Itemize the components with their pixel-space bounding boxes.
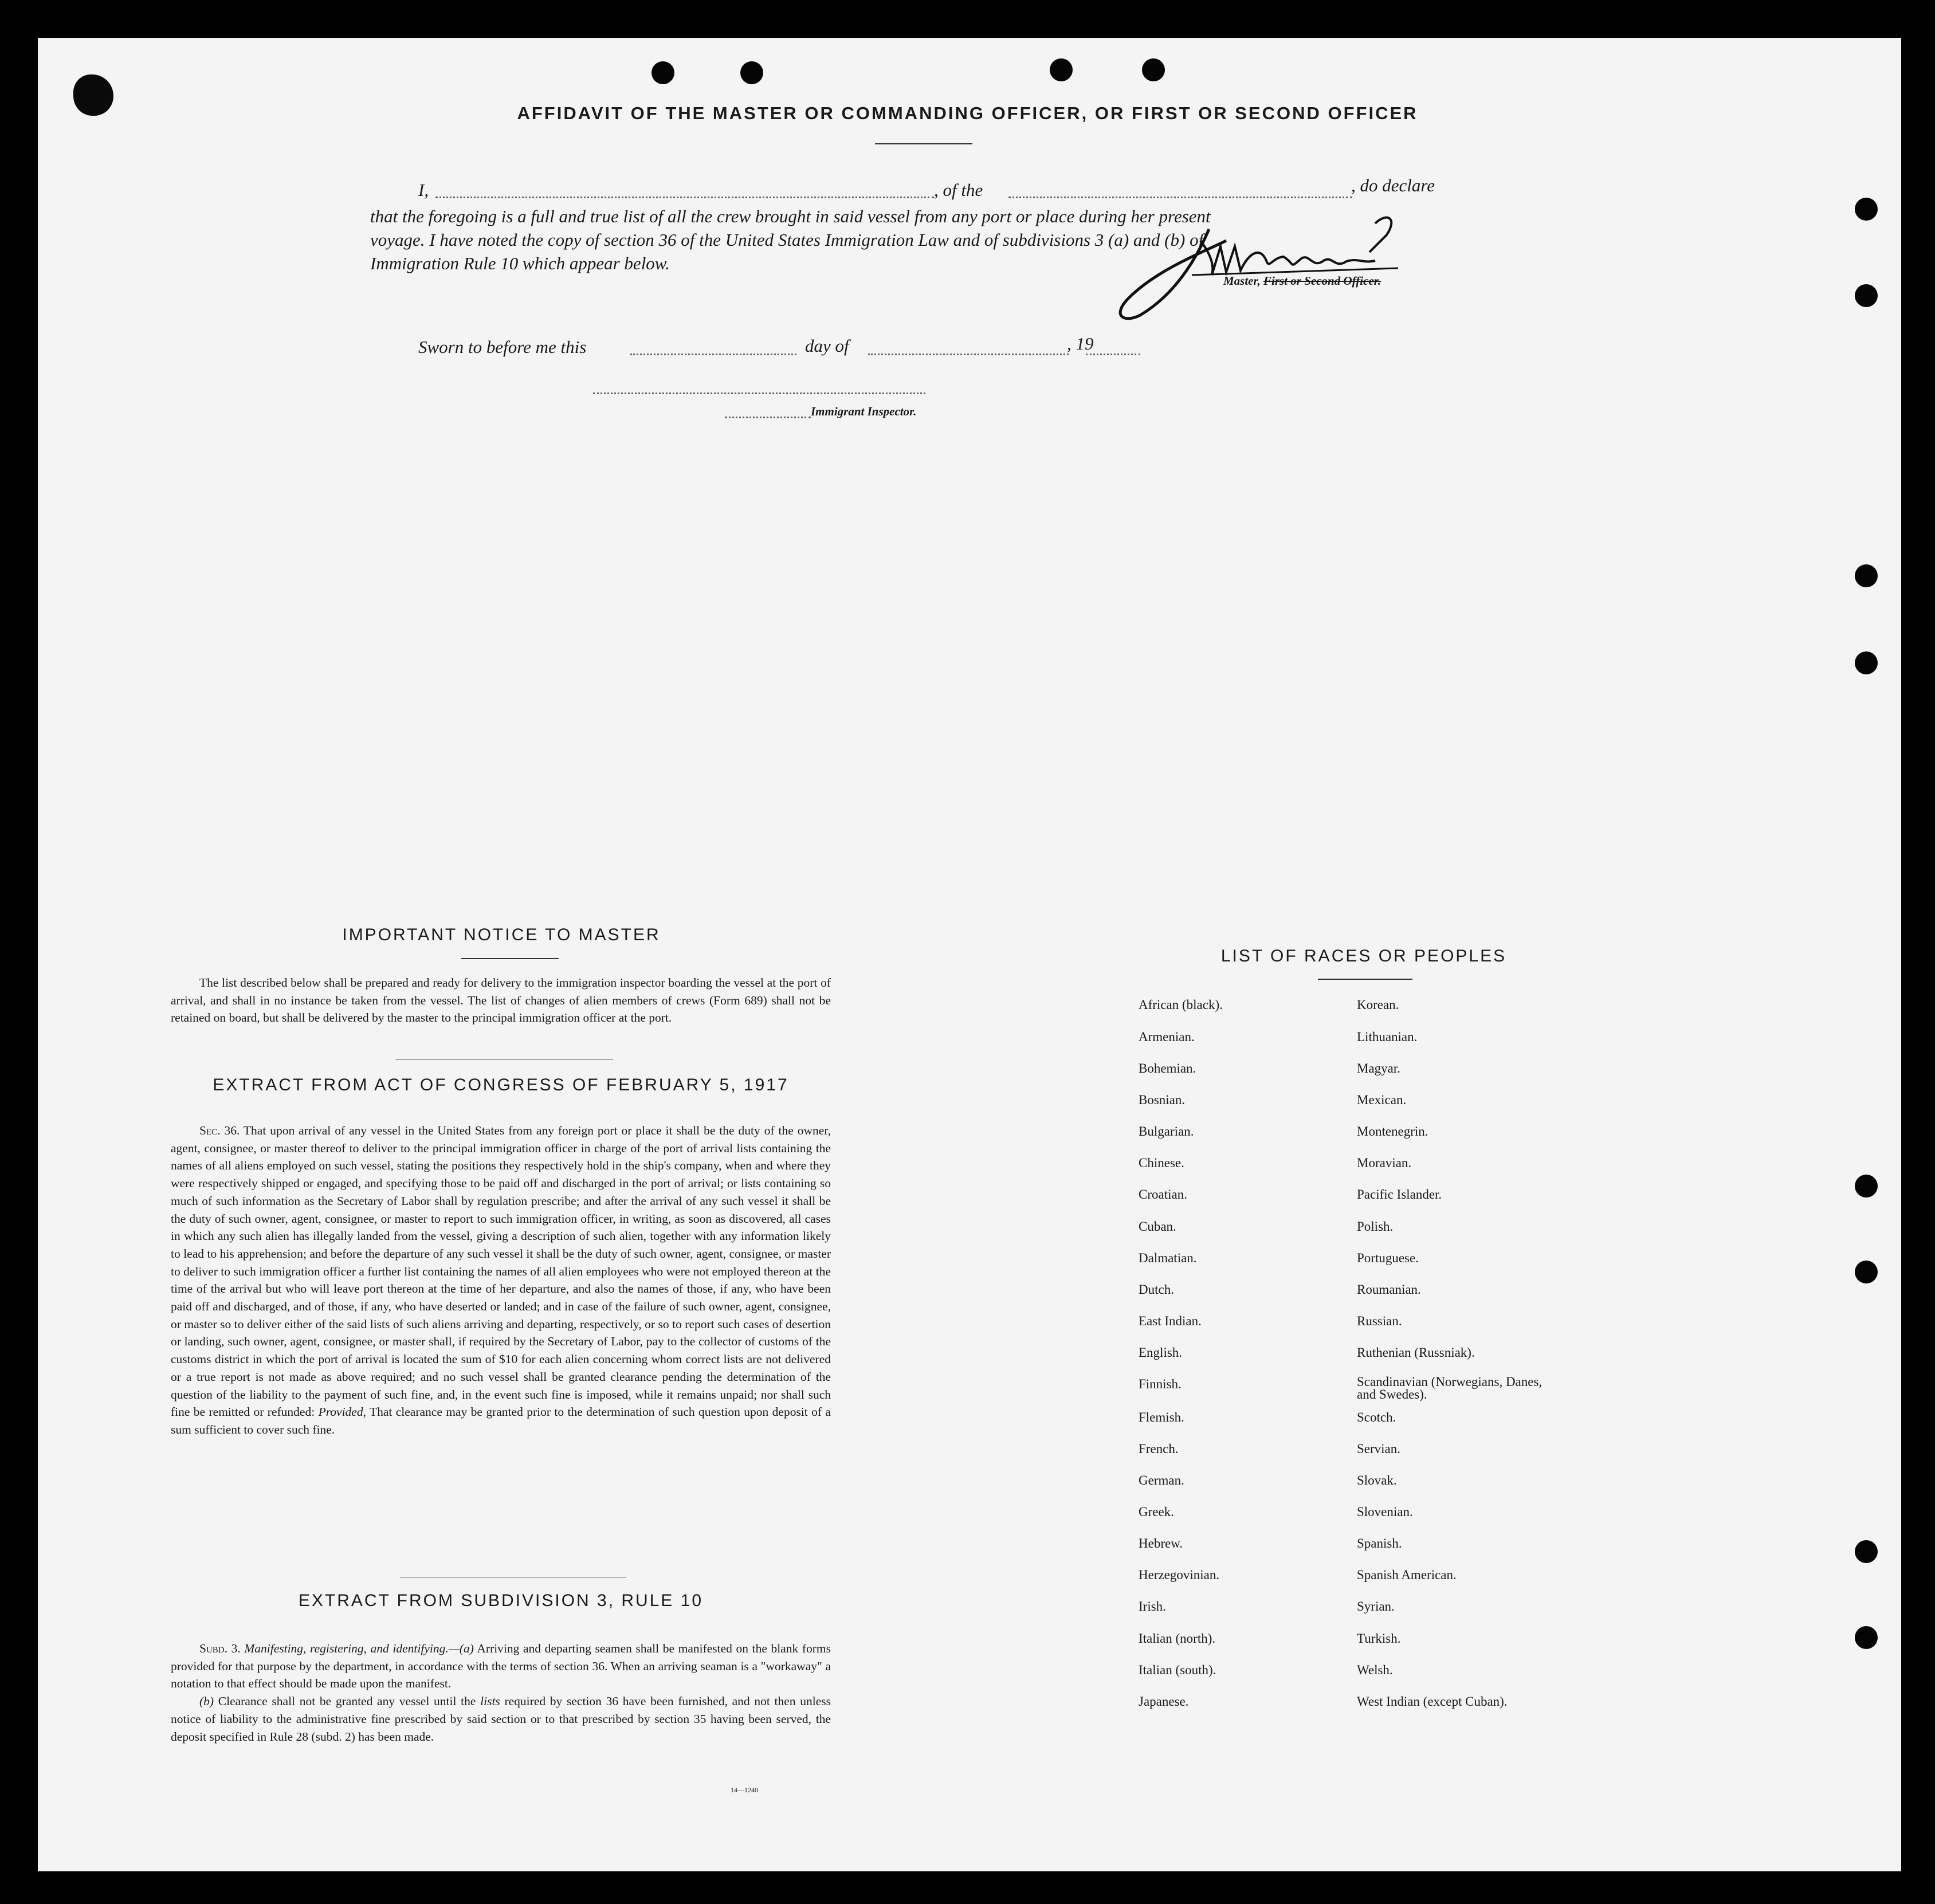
sworn-day-line bbox=[630, 354, 796, 355]
race-item-slovenian: Slovenian. bbox=[1357, 1505, 1413, 1519]
para-a-mark: —(a) bbox=[448, 1642, 474, 1655]
inspector-signature-line bbox=[593, 392, 925, 394]
race-item-greek: Greek. bbox=[1139, 1505, 1174, 1519]
affidavit-do-declare: , do declare bbox=[1351, 175, 1435, 195]
rule-extract-block bbox=[171, 1640, 831, 1745]
race-item-lithuanian: Lithuanian. bbox=[1357, 1030, 1418, 1044]
notice-title-underline bbox=[461, 958, 559, 959]
punch-hole bbox=[1050, 58, 1073, 81]
race-item-cuban: Cuban. bbox=[1139, 1219, 1176, 1234]
year-label: , 19 bbox=[1067, 333, 1094, 354]
signature-caption bbox=[1223, 274, 1381, 288]
punch-hole bbox=[1855, 564, 1878, 587]
subd-label: Subd. 3. bbox=[199, 1642, 241, 1655]
signature-struck-role: First or Second Officer. bbox=[1263, 274, 1381, 288]
race-item-servian: Servian. bbox=[1357, 1442, 1401, 1456]
provided-label: Provided, bbox=[318, 1405, 366, 1419]
punch-hole bbox=[1142, 58, 1165, 81]
notice-text: The list described below shall be prepared and ready for delivery to the immigration inspector boarding the vessel at the port of arrival, and shall in no instance be taken from the vessel. The list of changes of alien members of crews (Form 689) shall not be retained on board, but shall be delivered by the master to the principal immigration officer at the port. bbox=[171, 976, 831, 1025]
race-item-scotch: Scotch. bbox=[1357, 1410, 1396, 1424]
race-item-welsh: Welsh. bbox=[1357, 1663, 1393, 1677]
race-item-english: English. bbox=[1139, 1345, 1183, 1360]
race-item-scandinavian-norwegians-danes-and-swedes: Scandinavian (Norwegians, Danes, and Swedes). bbox=[1357, 1375, 1542, 1401]
race-item-syrian: Syrian. bbox=[1357, 1599, 1395, 1614]
race-item-west-indian-except-cuban: West Indian (except Cuban). bbox=[1357, 1694, 1508, 1709]
race-item-herzegovinian: Herzegovinian. bbox=[1139, 1568, 1220, 1582]
race-item-spanish-american: Spanish American. bbox=[1357, 1568, 1457, 1582]
race-item-italian-north: Italian (north). bbox=[1139, 1631, 1216, 1646]
races-title-underline bbox=[1318, 979, 1412, 980]
race-item-east-indian: East Indian. bbox=[1139, 1314, 1202, 1328]
vessel-line bbox=[1008, 197, 1352, 198]
section-label: Sec. 36. bbox=[199, 1124, 240, 1137]
race-item-croatian: Croatian. bbox=[1139, 1187, 1187, 1202]
race-item-finnish: Finnish. bbox=[1139, 1377, 1182, 1391]
affidavit-of-the: , of the bbox=[934, 180, 983, 200]
para-b-mark: (b) bbox=[199, 1694, 214, 1709]
race-item-african-black: African (black). bbox=[1139, 998, 1223, 1012]
race-item-dutch: Dutch. bbox=[1139, 1282, 1174, 1297]
para-b-text-1: Clearance shall not be granted any vessel until the bbox=[218, 1694, 476, 1709]
para-a-text: Arriving and departing seamen shall be manifested on the blank forms provided for that purpose by the department, in accordance with the terms of section 36. When an arriving seaman is a "workaway" a notation to that effect should be made upon the manifest. bbox=[171, 1642, 831, 1691]
rule-para-a bbox=[171, 1640, 831, 1693]
race-item-bosnian: Bosnian. bbox=[1139, 1093, 1186, 1107]
affidavit-line-2: that the foregoing is a full and true list of all the crew brought in said vessel from any port or place during her present bbox=[370, 206, 1211, 226]
affidavit-line-4: Immigration Rule 10 which appear below. bbox=[370, 253, 670, 273]
punch-hole bbox=[1855, 1261, 1878, 1283]
act-extract-block bbox=[171, 1122, 831, 1439]
title-underline bbox=[875, 143, 972, 144]
race-item-hebrew: Hebrew. bbox=[1139, 1536, 1183, 1550]
punch-hole bbox=[1855, 198, 1878, 221]
race-item-polish: Polish. bbox=[1357, 1219, 1394, 1234]
race-item-korean: Korean. bbox=[1357, 998, 1399, 1012]
affidavit-i-label: I, bbox=[418, 180, 429, 200]
notice-text-block bbox=[171, 974, 831, 1027]
inspector-label-line bbox=[725, 417, 811, 418]
punch-hole bbox=[1855, 1175, 1878, 1198]
race-item-bohemian: Bohemian. bbox=[1139, 1061, 1196, 1075]
inspector-label: Immigrant Inspector. bbox=[811, 405, 917, 418]
sworn-month-line bbox=[868, 354, 1069, 355]
act-extract-text bbox=[171, 1122, 831, 1439]
race-item-magyar: Magyar. bbox=[1357, 1061, 1401, 1075]
signature-image bbox=[1077, 206, 1421, 327]
punch-hole bbox=[1855, 1626, 1878, 1649]
race-item-chinese: Chinese. bbox=[1139, 1156, 1184, 1170]
race-item-flemish: Flemish. bbox=[1139, 1410, 1184, 1424]
form-number: 14—1240 bbox=[731, 1786, 758, 1794]
punch-hole bbox=[740, 61, 763, 84]
race-item-portuguese: Portuguese. bbox=[1357, 1251, 1419, 1265]
punch-hole bbox=[1855, 284, 1878, 307]
race-item-roumanian: Roumanian. bbox=[1357, 1282, 1421, 1297]
race-item-german: German. bbox=[1139, 1473, 1184, 1487]
subd-heading: Manifesting, registering, and identifying. bbox=[244, 1642, 449, 1655]
notice-title: IMPORTANT NOTICE TO MASTER bbox=[342, 925, 661, 944]
race-item-irish: Irish. bbox=[1139, 1599, 1166, 1614]
sworn-year-line bbox=[1086, 354, 1140, 355]
sworn-label: Sworn to before me this bbox=[418, 337, 587, 357]
para-b-lists: lists bbox=[480, 1694, 500, 1709]
section-36-end: That clearance may be granted prior to the determination of such question upon deposit of a sum sufficient to cover such fine. bbox=[171, 1405, 831, 1436]
race-item-bulgarian: Bulgarian. bbox=[1139, 1124, 1194, 1139]
rule-para-b bbox=[171, 1693, 831, 1745]
race-item-pacific-islander: Pacific Islander. bbox=[1357, 1187, 1442, 1202]
race-item-spanish: Spanish. bbox=[1357, 1536, 1402, 1550]
punch-hole bbox=[651, 61, 674, 84]
punch-hole bbox=[1855, 651, 1878, 674]
race-item-italian-south: Italian (south). bbox=[1139, 1663, 1216, 1677]
race-item-dalmatian: Dalmatian. bbox=[1139, 1251, 1197, 1265]
race-item-mexican: Mexican. bbox=[1357, 1093, 1407, 1107]
act-extract-title: EXTRACT FROM ACT OF CONGRESS OF FEBRUARY 5, 1917 bbox=[213, 1075, 789, 1094]
para-b-text-2: required by section 36 have been furnished, and not then unless notice of liability to the administrative fine prescribed by said section or to that prescribed by section 35 having been served, the deposit specified in Rule 28 (subd. 2) has been made. bbox=[171, 1694, 831, 1744]
race-item-french: French. bbox=[1139, 1442, 1179, 1456]
races-title: LIST OF RACES OR PEOPLES bbox=[1220, 947, 1507, 965]
affidavit-title: AFFIDAVIT OF THE MASTER OR COMMANDING OFFICER, OR FIRST OR SECOND OFFICER bbox=[517, 103, 1418, 123]
day-of-label: day of bbox=[805, 336, 849, 356]
race-item-japanese: Japanese. bbox=[1139, 1694, 1189, 1709]
race-item-armenian: Armenian. bbox=[1139, 1030, 1195, 1044]
race-item-montenegrin: Montenegrin. bbox=[1357, 1124, 1428, 1139]
race-item-moravian: Moravian. bbox=[1357, 1156, 1412, 1170]
section-36-text: That upon arrival of any vessel in the United States from any foreign port or place it shall be the duty of the owner, agent, consignee, or master thereof to deliver to the principal immigration officer in charge of the port of arrival lists containing the names of all aliens employed on such vessel, stating the positions they respectively hold in the ship's company, when and where they were respectively shipped or engaged, and specifying those to be paid off and discharged in the port of arrival; or lists containing so much of such information as the Secretary of Labor shall by regulation prescribe; and after the arrival of any such vessel it shall be the duty of such owner, agent, consignee, or master to report to such immigration officer, in writing, as soon as discovered, all cases in which any such alien has illegally landed from the vessel, giving a description of such alien, together with any information likely to lead to his apprehension; and before the departure of any such vessel it shall be the duty of such owner, agent, consignee, or master to deliver to such immigration officer a further list containing the names of all alien employees who were not employed thereon at the time of the arrival but who will leave port thereon at the time of her departure, and also the names of those, if any, who have been paid off and discharged, and of those, if any, who have deserted or landed; and in case of the failure of such owner, agent, consignee, or master so to deliver either of the said lists of such aliens arriving and departing, respectively, or so to report such cases of desertion or landing, such owner, agent, consignee, or master shall, if required by the Secretary of Labor, pay to the collector of customs of the customs district in which the port of arrival is located the sum of $10 for each alien concerning whom correct lists are not delivered or a true report is not made as above required; and no such vessel shall be granted clearance pending the determination of the question of the liability to the payment of such fine, and, in the event such fine is imposed, while it remains unpaid; nor shall such fine be remitted or refunded: bbox=[171, 1124, 831, 1419]
signature-role: Master, bbox=[1223, 274, 1261, 288]
name-line bbox=[435, 197, 934, 198]
rule-extract-title: EXTRACT FROM SUBDIVISION 3, RULE 10 bbox=[298, 1591, 704, 1610]
race-item-ruthenian-russniak: Ruthenian (Russniak). bbox=[1357, 1345, 1475, 1360]
affidavit-line-3: voyage. I have noted the copy of section 36 of the United States Immigration Law and of subdivisions 3 (a) and (b) of bbox=[370, 230, 1204, 250]
race-item-russian: Russian. bbox=[1357, 1314, 1402, 1328]
race-item-slovak: Slovak. bbox=[1357, 1473, 1397, 1487]
race-item-turkish: Turkish. bbox=[1357, 1631, 1401, 1646]
punch-hole bbox=[1855, 1540, 1878, 1563]
